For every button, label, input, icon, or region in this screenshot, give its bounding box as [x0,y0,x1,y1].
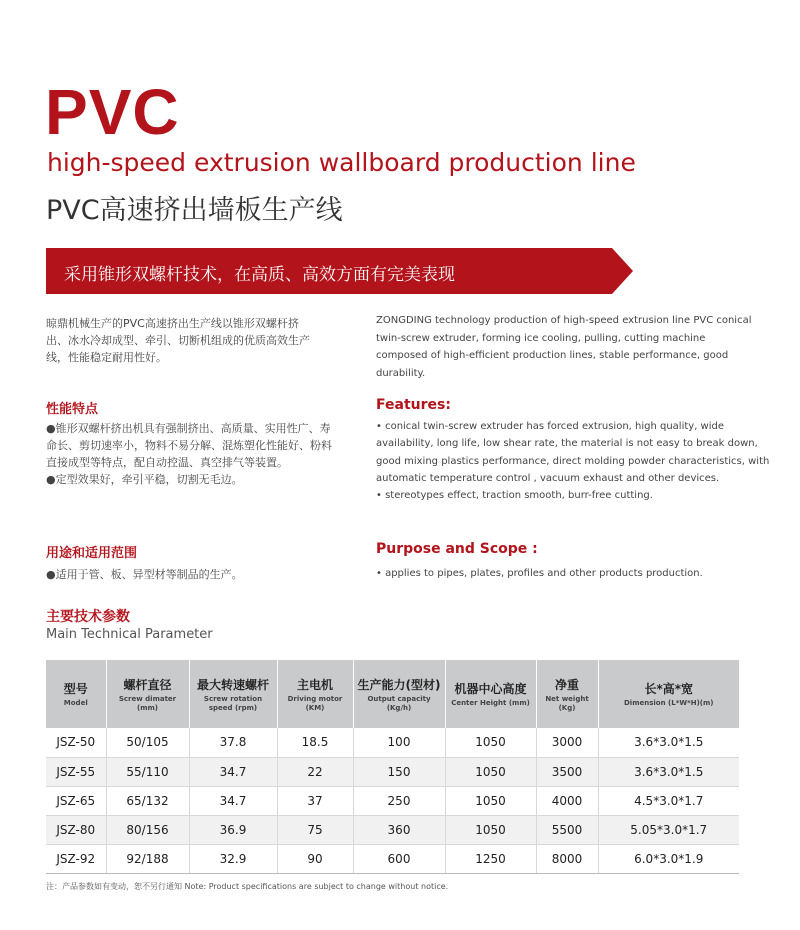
table-cell: 5.05*3.0*1.7 [598,815,739,844]
params-heading-cn: 主要技术参数 [46,609,130,625]
params-heading-en: Main Technical Parameter [46,627,213,642]
table-cell: 4000 [536,786,598,815]
features-list-en [376,418,771,504]
feature-item-en: • stereotypes effect, traction smooth, burr-free cutting. [376,490,653,502]
table-cell: 65/132 [106,786,189,815]
table-row [46,728,739,757]
table-cell: 3.6*3.0*1.5 [598,757,739,786]
column-header: 机器中心高度 Center Height (mm) [445,660,536,728]
column-header: 生产能力(型材) Output capacity (Kg/h) [353,660,445,728]
title-pvc: PVC [45,76,180,148]
table-cell: 37 [277,786,353,815]
banner-text: 采用锥形双螺杆技术，在高质、高效方面有完美表现 [64,265,455,285]
purpose-heading-cn: 用途和适用范围 [46,546,138,561]
table-cell: JSZ-55 [46,757,106,786]
table-cell: 90 [277,844,353,873]
subtitle-en: high-speed extrusion wallboard production line [47,148,636,177]
table-cell: 50/105 [106,728,189,757]
table-cell: 22 [277,757,353,786]
table-header-row [46,660,739,728]
table-cell: 1250 [445,844,536,873]
table-cell: 36.9 [189,815,277,844]
purpose-text-cn: ●适用于管、板、异型材等制品的生产。 [46,568,243,581]
table-cell: 3000 [536,728,598,757]
table-cell: 3.6*3.0*1.5 [598,728,739,757]
table-cell: JSZ-50 [46,728,106,757]
feature-item-cn: ●锥形双螺杆挤出机具有强制挤出、高质量、实用性广、寿命长、剪切速率小，物料不易分解、混炼塑化性能好、粉料直接成型等特点，配自动控温、真空排气等装置。 [46,422,332,469]
column-header: 型号 Model [46,660,106,728]
table-cell: 34.7 [189,757,277,786]
table-cell: JSZ-65 [46,786,106,815]
table-cell: 600 [353,844,445,873]
column-header: 螺杆直径 Screw dimater (mm) [106,660,189,728]
table-cell: 34.7 [189,786,277,815]
table-cell: 55/110 [106,757,189,786]
column-header: 长*高*宽 Dimension (L*W*H)(m) [598,660,739,728]
feature-item-cn: ●定型效果好，牵引平稳，切割无毛边。 [46,473,243,486]
column-header: 主电机 Driving motor (KM) [277,660,353,728]
column-header: 净重 Net weight (Kg) [536,660,598,728]
table-cell: 250 [353,786,445,815]
feature-item-en: • conical twin-screw extruder has forced extrusion, high quality, wide availability, long life, low shear rate, the material is not easy to break down, good mixing plastics performance, direct molding powder characteristics, with automatic temperature control , vacuum exhaust and other devices. [376,421,770,484]
footnote: 注：产品参数如有变动，恕不另行通知 Note: Product specifications are subject to change without notice. [46,882,449,891]
table-cell: JSZ-80 [46,815,106,844]
table-cell: 32.9 [189,844,277,873]
table-cell: 360 [353,815,445,844]
table-cell: 5500 [536,815,598,844]
table-cell: 80/156 [106,815,189,844]
intro-cn: 晾鼎机械生产的PVC高速挤出生产线以锥形双螺杆挤出、冰水冷却成型、牵引、切断机组成的优质高效生产线，性能稳定耐用性好。 [46,317,310,364]
features-heading-en: Features: [376,397,451,413]
subtitle-cn: PVC高速挤出墙板生产线 [46,195,343,226]
table-cell: 1050 [445,815,536,844]
table-row [46,786,739,815]
table-cell: 37.8 [189,728,277,757]
table-cell: JSZ-92 [46,844,106,873]
features-list-cn [46,420,336,488]
table-cell: 1050 [445,786,536,815]
table-cell: 1050 [445,757,536,786]
table-row [46,844,739,873]
table-cell: 75 [277,815,353,844]
features-heading-cn: 性能特点 [46,402,99,417]
table-cell: 3500 [536,757,598,786]
intro-en: ZONGDING technology production of high-speed extrusion line PVC conical twin-screw extruder, forming ice cooling, pulling, cutting machine composed of high-efficient production lines, stable performance, good durability. [376,315,752,379]
column-header: 最大转速螺杆 Screw rotation speed (rpm) [189,660,277,728]
table-cell: 6.0*3.0*1.9 [598,844,739,873]
table-cell: 150 [353,757,445,786]
banner [46,248,633,294]
table-cell: 1050 [445,728,536,757]
table-row [46,815,739,844]
table-cell: 92/188 [106,844,189,873]
table-cell: 100 [353,728,445,757]
purpose-heading-en: Purpose and Scope : [376,541,538,557]
params-table [46,660,739,874]
purpose-text-en: • applies to pipes, plates, profiles and other products production. [376,568,703,579]
table-cell: 18.5 [277,728,353,757]
table-cell: 8000 [536,844,598,873]
table-cell: 4.5*3.0*1.7 [598,786,739,815]
table-row [46,757,739,786]
